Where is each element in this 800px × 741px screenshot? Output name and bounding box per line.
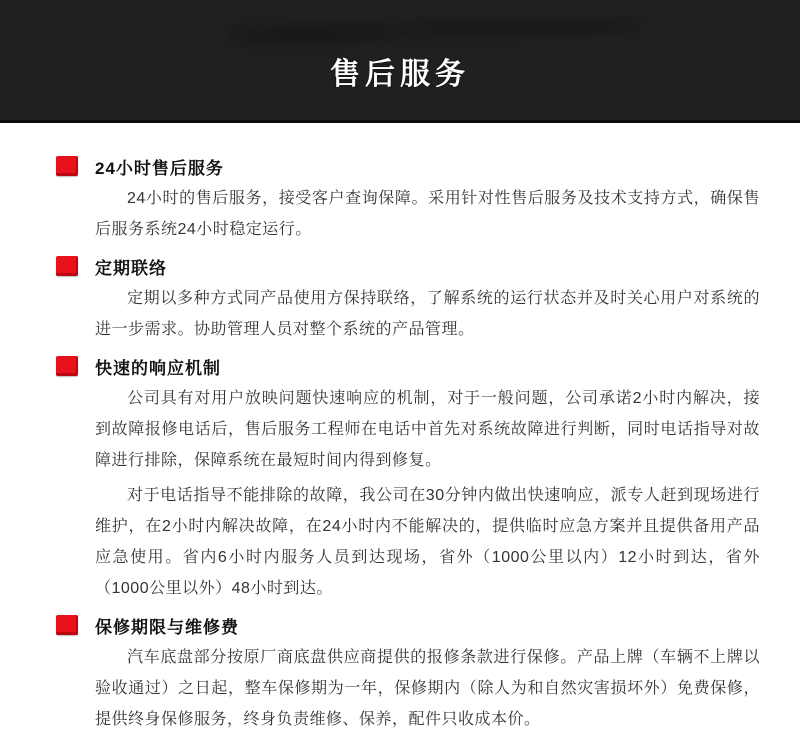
section-body (95, 383, 760, 604)
section-body (95, 183, 760, 245)
header-banner (0, 0, 800, 123)
red-square-bullet-icon (56, 356, 78, 376)
red-square-bullet-icon (56, 615, 78, 635)
section-heading-row (56, 612, 760, 638)
paragraph: 定期以多种方式同产品使用方保持联络，了解系统的运行状态并及时关心用户对系统的进一步需求。协助管理人员对整个系统的产品管理。 (95, 290, 760, 338)
section-heading-row (56, 253, 760, 279)
section-warranty (56, 612, 760, 735)
section-body (95, 642, 760, 735)
page-title: 售后服务 (330, 58, 470, 91)
section-heading: 24小时售后服务 (95, 158, 224, 178)
section-body (95, 283, 760, 345)
red-square-bullet-icon (56, 156, 78, 176)
watermark-smudge (221, 10, 645, 52)
section-heading-row (56, 353, 760, 379)
paragraph: 24小时的售后服务，接受客户查询保障。采用针对性售后服务及技术支持方式，确保售后服务系统24小时稳定运行。 (95, 190, 760, 238)
section-24h-service (56, 153, 760, 245)
section-heading: 保修期限与维修费 (95, 617, 239, 637)
section-quick-response (56, 353, 760, 604)
service-content (0, 123, 800, 735)
paragraph: 对于电话指导不能排除的故障，我公司在30分钟内做出快速响应，派专人赶到现场进行维护，在2小时内解决故障，在24小时内不能解决的，提供临时应急方案并且提供备用产品应急使用。省内6小时内服务人员到达现场，省外（1000公里以内）12小时到达，省外（1000公里以外）48小时到达。 (95, 487, 760, 597)
paragraph: 公司具有对用户放映问题快速响应的机制，对于一般问题，公司承诺2小时内解决，接到故障报修电话后，售后服务工程师在电话中首先对系统故障进行判断，同时电话指导对故障进行排除，保障系统在最短时间内得到修复。 (95, 390, 760, 469)
section-heading: 快速的响应机制 (95, 358, 221, 378)
paragraph: 汽车底盘部分按原厂商底盘供应商提供的报修条款进行保修。产品上牌（车辆不上牌以验收通过）之日起，整车保修期为一年，保修期内（除人为和自然灾害损坏外）免费保修，提供终身保修服务，终身负责维修、保养，配件只收成本价。 (95, 649, 760, 728)
section-heading-row (56, 153, 760, 179)
section-heading: 定期联络 (95, 258, 167, 278)
red-square-bullet-icon (56, 256, 78, 276)
section-regular-contact (56, 253, 760, 345)
